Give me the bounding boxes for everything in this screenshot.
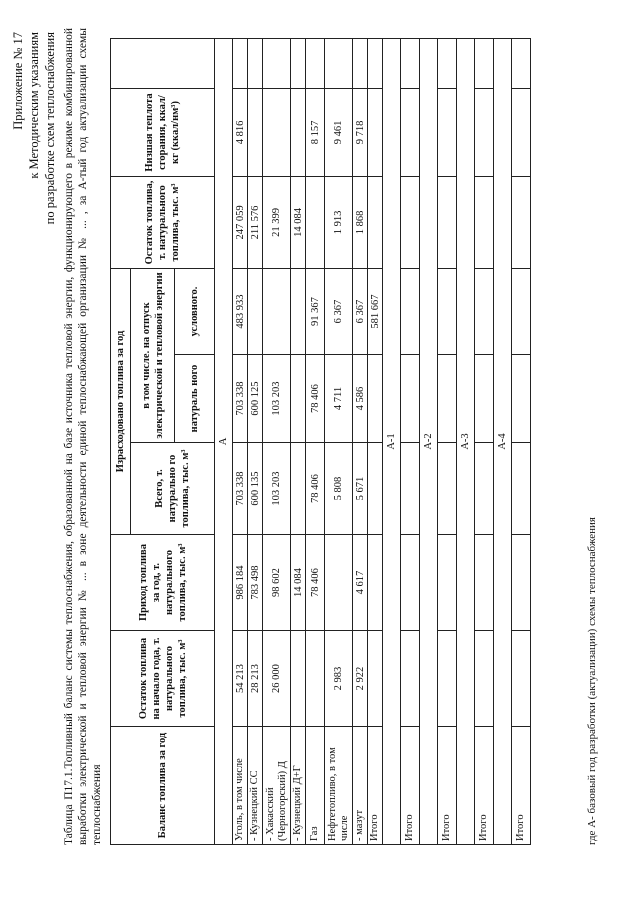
cell-consumed-total: 5 671 [353, 443, 368, 535]
cell-receipt: 14 084 [291, 535, 306, 631]
cell-calorific-value: 4 816 [233, 88, 248, 176]
cell-calorific-value: 9 461 [325, 88, 353, 176]
cell-natural: 78 406 [306, 355, 325, 443]
section-label-a4: А-4 [494, 38, 512, 844]
header-consumed-group: Израсходовано топлива за год [111, 268, 131, 534]
row-label: Итого [401, 727, 420, 845]
cell-consumed-total: 703 338 [233, 443, 248, 535]
table-footnote: где А- базовый год разработки (актуализации) схемы теплоснабжения [586, 517, 598, 845]
cell-blank [233, 38, 248, 88]
cell-opening-stock: 54 213 [233, 631, 248, 727]
section-row-a4 [494, 38, 512, 844]
row-label: Итого [475, 727, 494, 845]
cell-closing-stock: 1 868 [353, 176, 368, 268]
cell-natural: 703 338 [233, 355, 248, 443]
table-row-total [401, 38, 420, 844]
cell-blank [325, 38, 353, 88]
cell-calorific-value: 9 718 [353, 88, 368, 176]
appendix-number: Приложение № 17 [11, 32, 25, 130]
header-calorific-value: Низшая теплота сгорания, ккал/кг (ккал/нм³) [111, 88, 215, 176]
cell-blank [248, 38, 263, 88]
table-row [291, 38, 306, 844]
appendix-reference: к Методическим указаниям [27, 32, 41, 179]
row-label: Газ [306, 727, 325, 845]
cell-natural: 4 711 [325, 355, 353, 443]
cell-blank [263, 38, 291, 88]
cell-closing-stock: 21 399 [263, 176, 291, 268]
cell-receipt [368, 535, 383, 631]
table-row [248, 38, 263, 844]
cell-conventional: 6 367 [325, 268, 353, 354]
row-label: - Хакасский (Черногорский) Д [263, 727, 291, 845]
cell-opening-stock: 26 000 [263, 631, 291, 727]
cell-opening-stock: 2 922 [353, 631, 368, 727]
header-receipt: Приход топлива за год, т. натурального топлива, тыс. м³ [111, 535, 215, 631]
section-row-a2 [420, 38, 438, 844]
header-opening-stock: Остаток топлива на начало года, т. натурального топлива, тыс. м³ [111, 631, 215, 727]
cell-calorific-value [368, 88, 383, 176]
cell-natural: 600 125 [248, 355, 263, 443]
appendix-header [10, 32, 58, 352]
cell-blank [368, 38, 383, 88]
cell-consumed-total: 103 203 [263, 443, 291, 535]
fuel-balance-table-wrap [110, 39, 531, 845]
cell-closing-stock: 247 059 [233, 176, 248, 268]
cell-calorific-value [263, 88, 291, 176]
row-label: - мазут [353, 727, 368, 845]
cell-conventional: 581 667 [368, 268, 383, 354]
section-label-a1: А-1 [383, 38, 401, 844]
section-row-a1 [383, 38, 401, 844]
table-row [306, 38, 325, 844]
section-label-a2: А-2 [420, 38, 438, 844]
section-label-a: А [215, 38, 233, 844]
cell-blank [353, 38, 368, 88]
cell-conventional: 6 367 [353, 268, 368, 354]
header-natural: натураль ного [175, 355, 215, 443]
table-row [233, 38, 248, 844]
cell-receipt [325, 535, 353, 631]
header-closing-stock: Остаток топлива, т. натурального топлива, тыс. м³ [111, 176, 215, 268]
cell-closing-stock [368, 176, 383, 268]
header-fuel-balance: Баланс топлива за год [111, 727, 215, 845]
cell-consumed-total: 5 808 [325, 443, 353, 535]
row-label: Итого [368, 727, 383, 845]
header-consumed-total: Всего, т. натурально го топлива, тыс. м³ [131, 443, 215, 535]
row-label: Уголь, в том числе [233, 727, 248, 845]
cell-closing-stock: 211 576 [248, 176, 263, 268]
table-row [353, 38, 368, 844]
cell-opening-stock [291, 631, 306, 727]
cell-receipt: 98 602 [263, 535, 291, 631]
cell-conventional [291, 268, 306, 354]
cell-receipt: 78 406 [306, 535, 325, 631]
row-label: Итого [438, 727, 457, 845]
cell-conventional [248, 268, 263, 354]
row-label: - Кузнецкий СС [248, 727, 263, 845]
cell-calorific-value: 8 157 [306, 88, 325, 176]
cell-consumed-total: 600 135 [248, 443, 263, 535]
cell-consumed-total [291, 443, 306, 535]
cell-blank [306, 38, 325, 88]
cell-opening-stock: 2 983 [325, 631, 353, 727]
cell-opening-stock [368, 631, 383, 727]
cell-conventional [263, 268, 291, 354]
table-row-total [368, 38, 383, 844]
cell-calorific-value [291, 88, 306, 176]
cell-closing-stock [306, 176, 325, 268]
section-row-a3 [457, 38, 475, 844]
cell-natural [291, 355, 306, 443]
cell-receipt: 986 184 [233, 535, 248, 631]
table-caption: Таблица П17.1.Топливный баланс системы теплоснабжения, образованной на базе источника тепловой энергии, функционирующего в режиме комбинированной выработки электрической и тепловой энергии № ... в зоне деятельности единой теплоснабжающей организации № ... , за А-тый год актуализации схемы теплоснабжения [63, 28, 103, 845]
cell-closing-stock: 1 913 [325, 176, 353, 268]
table-row-total [475, 38, 494, 844]
header-conventional: условного. [175, 268, 215, 354]
cell-natural: 103 203 [263, 355, 291, 443]
row-label: - Кузнецкий Д+Г [291, 727, 306, 845]
row-label: Нефтетопливо, в том числе [325, 727, 353, 845]
appendix-subject: по разработке схем теплоснабжения [43, 32, 57, 225]
table-row-total [512, 38, 531, 844]
cell-natural [368, 355, 383, 443]
cell-conventional: 91 367 [306, 268, 325, 354]
cell-opening-stock [306, 631, 325, 727]
cell-closing-stock: 14 084 [291, 176, 306, 268]
section-row-a [215, 38, 233, 844]
table-row [325, 38, 353, 844]
cell-natural: 4 586 [353, 355, 368, 443]
fuel-balance-table [110, 38, 531, 845]
section-label-a3: А-3 [457, 38, 475, 844]
cell-calorific-value [248, 88, 263, 176]
cell-receipt: 783 498 [248, 535, 263, 631]
cell-consumed-total [368, 443, 383, 535]
cell-receipt: 4 617 [353, 535, 368, 631]
header-consumed-subgroup: в том числе. на отпуск электрической и тепловой энергии [131, 268, 175, 442]
row-label: Итого [512, 727, 531, 845]
table-row-total [438, 38, 457, 844]
cell-opening-stock: 28 213 [248, 631, 263, 727]
header-blank [111, 38, 215, 88]
cell-consumed-total: 78 406 [306, 443, 325, 535]
table-row [263, 38, 291, 844]
cell-blank [291, 38, 306, 88]
cell-conventional: 483 933 [233, 268, 248, 354]
